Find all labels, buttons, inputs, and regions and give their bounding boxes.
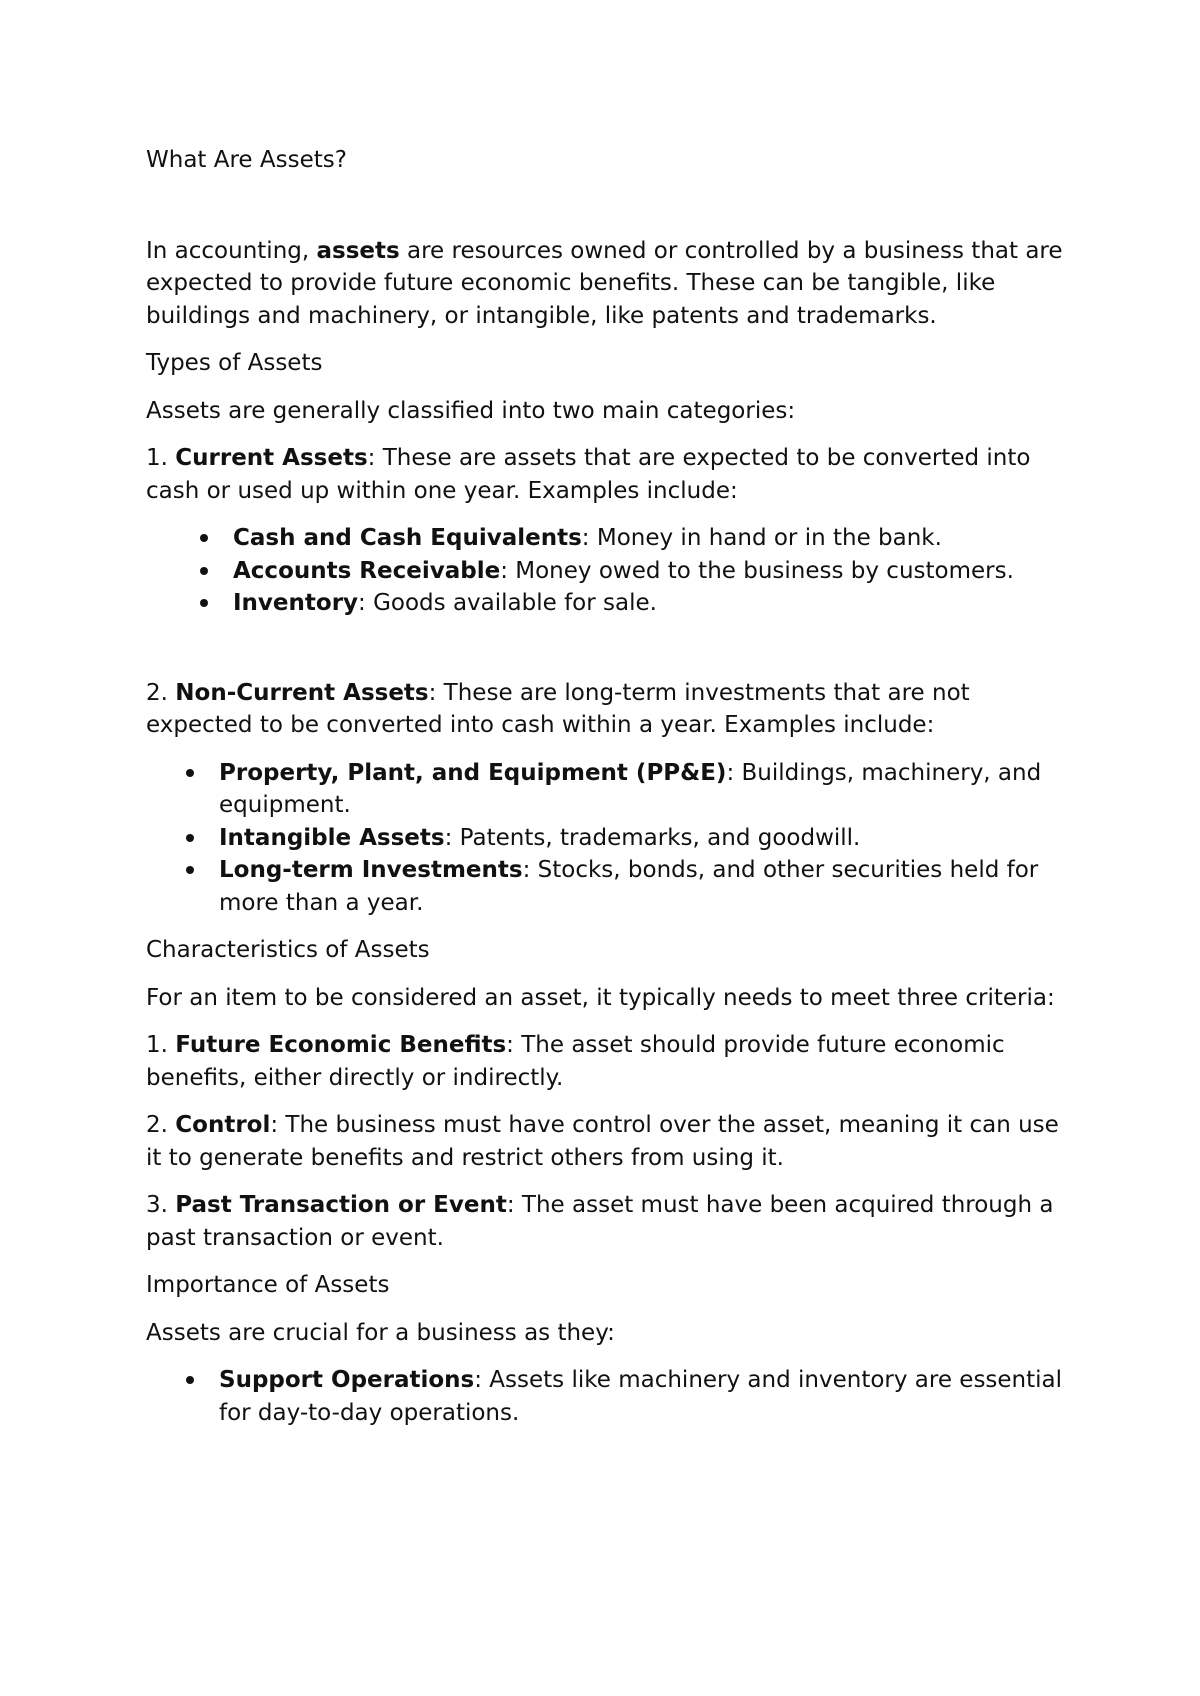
- criterion-term: Past Transaction or Event: [175, 1192, 507, 1218]
- list-item-term: Intangible Assets: [219, 824, 445, 851]
- noncurrent-assets-desc: : These are long-term investments that are not expected to be converted into cash within a year. Examples include:: [146, 679, 970, 738]
- list-item-desc: : Buildings, machinery, and equipment.: [219, 759, 1042, 818]
- current-assets-term: Current Assets: [175, 445, 368, 471]
- criterion-num: 3.: [146, 1192, 176, 1218]
- list-item-term: Long-term Investments: [219, 857, 523, 883]
- document-body: [146, 144, 1076, 1429]
- list-item-term: Cash and Cash Equivalents: [233, 525, 582, 551]
- intro-pre: In accounting,: [146, 237, 317, 264]
- list-item-desc: : Assets like machinery and inventory are essential for day-to-day operations.: [219, 1367, 1063, 1426]
- criterion-num: 1.: [146, 1032, 176, 1058]
- list-item-desc: : Goods available for sale.: [358, 590, 657, 616]
- importance-list: [146, 1364, 1076, 1429]
- criterion-desc: : The business must have control over the asset, meaning it can use it to generate benefits and restrict others from using it.: [146, 1112, 1059, 1171]
- list-item-term: Property, Plant, and Equipment (PP&E): [219, 759, 727, 786]
- current-assets-paragraph: [146, 442, 1076, 507]
- importance-lead: Assets are crucial for a business as they:: [146, 1319, 615, 1346]
- list-item-term: Accounts Receivable: [233, 557, 501, 584]
- importance-heading: Importance of Assets: [146, 1272, 390, 1298]
- criterion-term: Control: [175, 1112, 271, 1138]
- list-item: [233, 587, 1076, 620]
- types-heading: Types of Assets: [146, 350, 323, 376]
- intro-paragraph: [146, 235, 1076, 333]
- list-item: [219, 1364, 1076, 1429]
- current-assets-desc: : These are assets that are expected to be converted into cash or used up within one year. Examples include:: [146, 445, 1031, 504]
- criterion-paragraph: [146, 1029, 1076, 1094]
- characteristics-heading: Characteristics of Assets: [146, 937, 430, 963]
- list-item-term: Inventory: [233, 590, 359, 616]
- list-item-desc: : Money in hand or in the bank.: [581, 525, 942, 551]
- list-item: [219, 854, 1076, 919]
- list-item-term: Support Operations: [219, 1367, 475, 1393]
- noncurrent-assets-term: Non-Current Assets: [175, 679, 429, 706]
- criterion-paragraph: [146, 1109, 1076, 1174]
- list-item: [219, 822, 1076, 855]
- noncurrent-assets-list: [146, 757, 1076, 920]
- document-title: What Are Assets?: [146, 147, 347, 173]
- criterion-num: 2.: [146, 1112, 176, 1138]
- current-assets-num: 1.: [146, 445, 176, 471]
- characteristics-lead: For an item to be considered an asset, it typically needs to meet three criteria:: [146, 984, 1055, 1011]
- list-item-desc: : Money owed to the business by customers.: [500, 557, 1014, 584]
- criterion-desc: : The asset must have been acquired through a past transaction or event.: [146, 1192, 1054, 1251]
- list-item: [233, 522, 1076, 555]
- noncurrent-assets-paragraph: [146, 677, 1076, 742]
- criterion-term: Future Economic Benefits: [175, 1032, 507, 1058]
- noncurrent-assets-num: 2.: [146, 679, 176, 706]
- criterion-desc: : The asset should provide future economic benefits, either directly or indirectly.: [146, 1032, 1005, 1091]
- list-item-desc: : Patents, trademarks, and goodwill.: [444, 824, 861, 851]
- intro-post: are resources owned or controlled by a business that are expected to provide future economic benefits. These can be tangible, like buildings and machinery, or intangible, like patents and trademarks.: [146, 237, 1063, 329]
- list-item-desc: : Stocks, bonds, and other securities held for more than a year.: [219, 857, 1039, 916]
- list-item: [219, 757, 1076, 822]
- current-assets-list: [146, 522, 1076, 620]
- intro-term: assets: [316, 237, 400, 264]
- criterion-paragraph: [146, 1189, 1076, 1254]
- types-lead: Assets are generally classified into two main categories:: [146, 397, 796, 424]
- list-item: [233, 555, 1076, 588]
